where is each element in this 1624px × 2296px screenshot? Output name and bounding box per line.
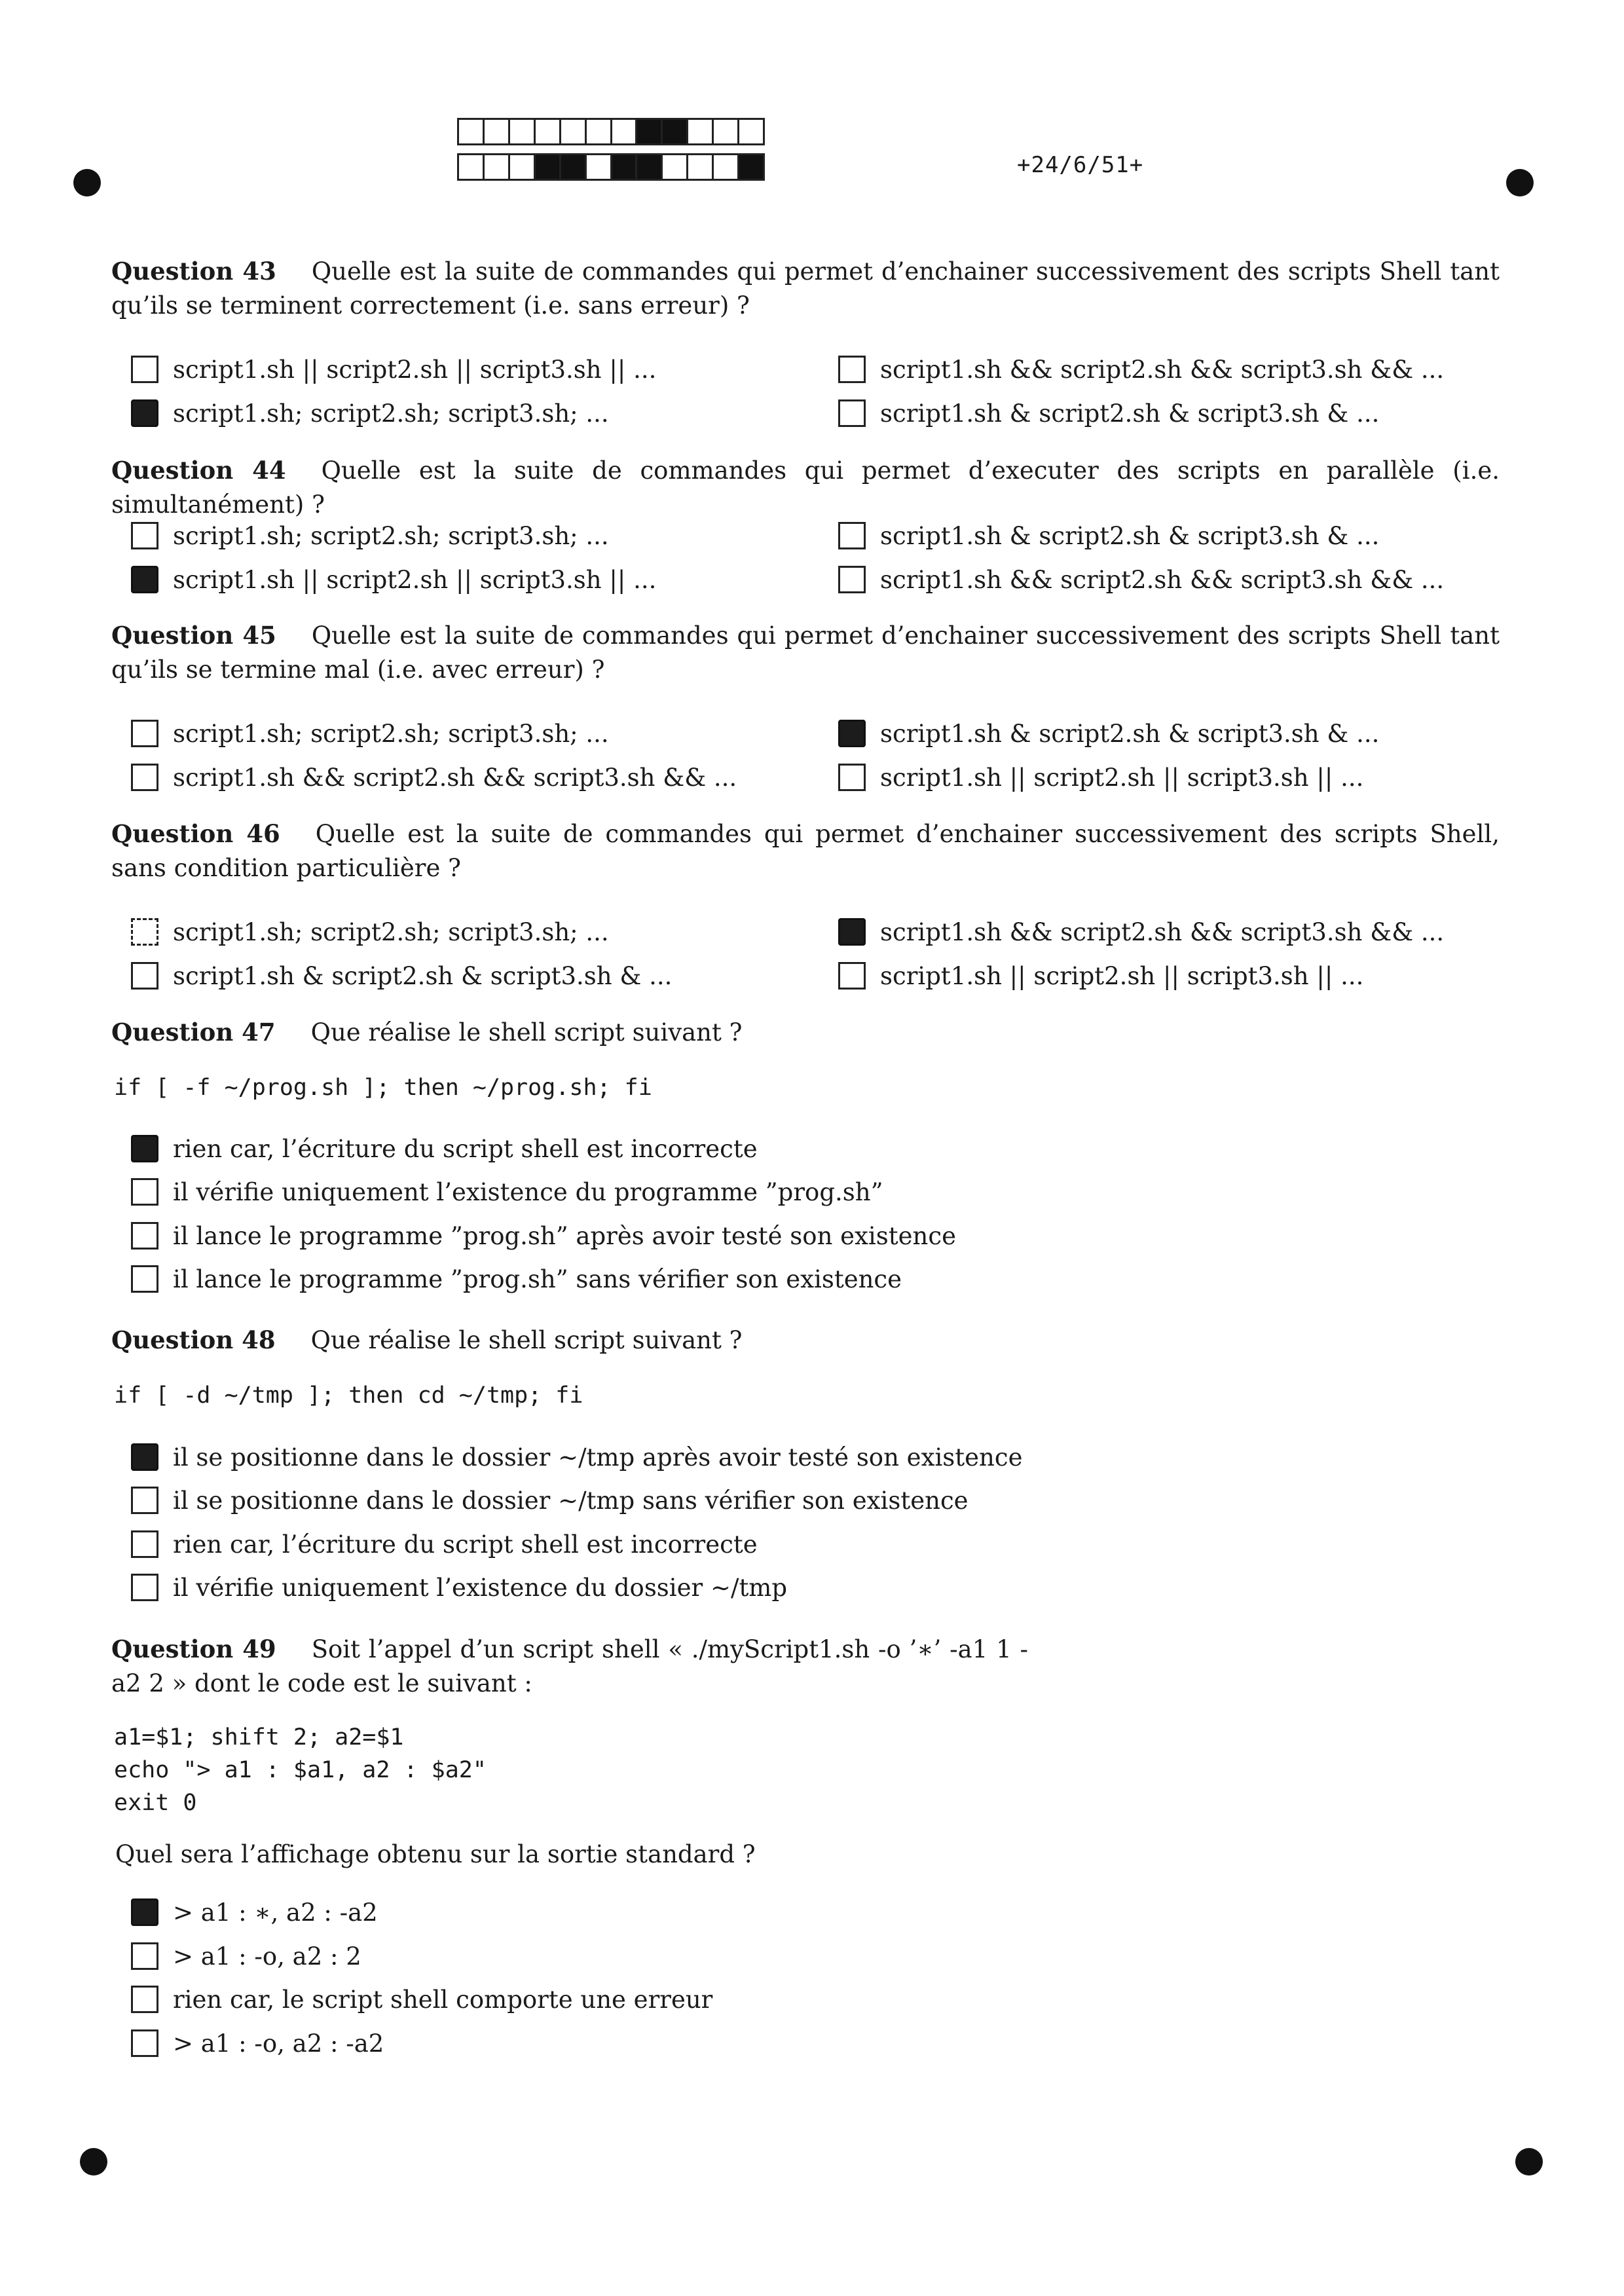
answer-label: script1.sh & script2.sh & script3.sh & ... [880, 521, 1380, 550]
checkbox-checked[interactable] [131, 566, 158, 593]
answer-option[interactable] [131, 2026, 384, 2061]
code-cell-empty [663, 155, 688, 179]
answer-option[interactable] [131, 1218, 956, 1253]
answer-option[interactable] [131, 1938, 361, 1974]
answer-label: il vérifie uniquement l’existence du programme ”prog.sh” [173, 1177, 883, 1206]
code-cell-empty [612, 120, 638, 143]
checkbox[interactable] [838, 356, 866, 383]
answer-option[interactable] [131, 562, 656, 597]
checkbox[interactable] [838, 522, 866, 549]
answer-label: rien car, l’écriture du script shell est incorrecte [173, 1530, 758, 1559]
answer-label: il vérifie uniquement l’existence du dossier ∼/tmp [173, 1573, 788, 1602]
checkbox[interactable] [131, 522, 158, 549]
answer-option[interactable] [131, 518, 609, 553]
code-cell-empty [714, 155, 739, 179]
code-cell-filled [663, 120, 688, 143]
code-snippet: if [ -f ~/prog.sh ]; then ~/prog.sh; fi [114, 1075, 652, 1101]
code-cell-empty [536, 120, 561, 143]
code-cell-empty [510, 120, 536, 143]
answer-option[interactable] [838, 518, 1379, 553]
answer-option[interactable] [131, 1483, 969, 1518]
code-cell-empty [688, 120, 714, 143]
question-text: Quelle est la suite de commandes qui permet d’enchainer successivement des scripts Shell, sans condition particulière ? [111, 820, 1500, 882]
checkbox[interactable] [131, 1530, 158, 1558]
page-code-strip [457, 118, 765, 183]
checkbox-checked[interactable] [131, 1135, 158, 1162]
code-snippet: if [ -d ~/tmp ]; then cd ~/tmp; fi [114, 1382, 583, 1409]
answer-option[interactable] [131, 958, 672, 993]
registration-mark-top-left [73, 169, 101, 196]
answer-option[interactable] [131, 1570, 787, 1605]
answer-label: > a1 : -o, a2 : 2 [173, 1942, 361, 1971]
answer-option[interactable] [838, 352, 1444, 387]
answer-option[interactable] [838, 396, 1379, 431]
answer-option[interactable] [131, 1261, 902, 1297]
code-cell-filled [561, 155, 587, 179]
question-text: Soit l’appel d’un script shell « ./myScript1.sh -o ’∗’ -a1 1 -a2 2 » dont le code est le suivant : [111, 1635, 1028, 1697]
answer-label: script1.sh && script2.sh && script3.sh && ... [880, 355, 1445, 384]
answer-label: script1.sh; script2.sh; script3.sh; ... [173, 521, 609, 550]
answer-option[interactable] [131, 396, 609, 431]
answer-label: script1.sh; script2.sh; script3.sh; ... [173, 719, 609, 748]
answer-label: il se positionne dans le dossier ∼/tmp après avoir testé son existence [173, 1443, 1023, 1472]
question-number: Question 48 [111, 1325, 276, 1354]
answer-label: script1.sh; script2.sh; script3.sh; ... [173, 399, 609, 428]
checkbox[interactable] [838, 962, 866, 990]
answer-label: > a1 : -o, a2 : -a2 [173, 2029, 384, 2058]
question-text: Que réalise le shell script suivant ? [310, 1018, 743, 1046]
checkbox[interactable] [131, 1265, 158, 1293]
answer-option[interactable] [131, 352, 656, 387]
checkbox[interactable] [838, 399, 866, 427]
answer-option[interactable] [131, 1982, 712, 2017]
registration-mark-bottom-right [1515, 2148, 1543, 2176]
checkbox-checked[interactable] [838, 720, 866, 747]
answer-option[interactable] [131, 716, 609, 751]
answer-option[interactable] [131, 1174, 883, 1210]
code-row-2 [457, 153, 765, 181]
answer-option[interactable] [838, 716, 1379, 751]
code-cell-empty [688, 155, 714, 179]
answer-label: script1.sh || script2.sh || script3.sh || ... [173, 565, 657, 594]
code-cell-empty [485, 155, 510, 179]
checkbox[interactable] [131, 918, 158, 946]
question-47 [111, 1015, 1500, 1050]
answer-label: script1.sh && script2.sh && script3.sh && ... [880, 565, 1445, 594]
answer-label: script1.sh || script2.sh || script3.sh || ... [880, 961, 1364, 990]
checkbox[interactable] [838, 764, 866, 791]
checkbox[interactable] [131, 1487, 158, 1514]
question-46 [111, 817, 1500, 885]
code-line-3: exit 0 [114, 1790, 197, 1816]
answer-option[interactable] [131, 1131, 758, 1166]
checkbox[interactable] [131, 962, 158, 990]
code-cell-empty [485, 120, 510, 143]
answer-option[interactable] [838, 760, 1363, 795]
question-number: Question 44 [111, 456, 286, 485]
answer-label: il lance le programme ”prog.sh” après avoir testé son existence [173, 1221, 956, 1250]
answer-label: il lance le programme ”prog.sh” sans vérifier son existence [173, 1265, 902, 1293]
code-cell-empty [459, 120, 485, 143]
code-cell-filled [739, 155, 763, 179]
answer-label: script1.sh & script2.sh & script3.sh & ... [880, 719, 1380, 748]
question-prompt: Quel sera l’affichage obtenu sur la sortie standard ? [115, 1840, 756, 1868]
question-text: Quelle est la suite de commandes qui permet d’enchainer successivement des scripts Shell tant qu’ils se termine mal (i.e. avec erreur) ? [111, 621, 1500, 684]
checkbox[interactable] [131, 720, 158, 747]
code-cell-empty [587, 155, 612, 179]
registration-mark-top-right [1506, 169, 1534, 196]
question-49 [111, 1632, 1028, 1701]
answer-option[interactable] [131, 1439, 1022, 1475]
code-cell-empty [459, 155, 485, 179]
answer-label: script1.sh; script2.sh; script3.sh; ... [173, 917, 609, 946]
code-cell-filled [637, 120, 663, 143]
code-cell-empty [739, 120, 763, 143]
answer-label: rien car, le script shell comporte une erreur [173, 1985, 713, 2014]
registration-mark-bottom-left [80, 2148, 107, 2176]
checkbox[interactable] [131, 2029, 158, 2057]
answer-label: script1.sh || script2.sh || script3.sh || ... [880, 763, 1364, 792]
question-44 [111, 453, 1500, 522]
answer-label: script1.sh || script2.sh || script3.sh || ... [173, 355, 657, 384]
checkbox-checked[interactable] [838, 918, 866, 946]
question-text: Que réalise le shell script suivant ? [310, 1326, 743, 1354]
code-cell-filled [637, 155, 663, 179]
checkbox[interactable] [131, 1178, 158, 1206]
page-id: +24/6/51+ [1017, 152, 1144, 178]
code-line-1: a1=$1; shift 2; a2=$1 [114, 1724, 404, 1750]
answer-option[interactable] [838, 958, 1363, 993]
answer-label: rien car, l’écriture du script shell est incorrecte [173, 1134, 758, 1163]
code-cell-empty [561, 120, 587, 143]
question-text: Quelle est la suite de commandes qui permet d’executer des scripts en parallèle (i.e. simultanément) ? [111, 456, 1500, 519]
question-48 [111, 1323, 1500, 1358]
code-line-2: echo "> a1 : $a1, a2 : $a2" [114, 1757, 487, 1783]
checkbox[interactable] [131, 356, 158, 383]
checkbox[interactable] [131, 1222, 158, 1250]
code-cell-empty [587, 120, 612, 143]
code-row-1 [457, 118, 765, 145]
checkbox[interactable] [131, 1942, 158, 1970]
answer-label: script1.sh & script2.sh & script3.sh & ... [173, 961, 673, 990]
question-45 [111, 618, 1500, 687]
question-number: Question 49 [111, 1635, 276, 1663]
code-cell-empty [510, 155, 536, 179]
checkbox[interactable] [131, 1986, 158, 2013]
question-text: Quelle est la suite de commandes qui permet d’enchainer successivement des scripts Shell tant qu’ils se terminent correctement (i.e. sans erreur) ? [111, 257, 1500, 320]
answer-option[interactable] [838, 914, 1444, 950]
question-number: Question 45 [111, 621, 276, 650]
answer-label: il se positionne dans le dossier ∼/tmp sans vérifier son existence [173, 1486, 969, 1515]
answer-option[interactable] [131, 1895, 378, 1930]
answer-option[interactable] [131, 914, 609, 950]
answer-label: script1.sh && script2.sh && script3.sh && ... [173, 763, 737, 792]
answer-option[interactable] [838, 562, 1444, 597]
question-number: Question 46 [111, 819, 280, 848]
checkbox-checked[interactable] [131, 1898, 158, 1926]
checkbox[interactable] [131, 1574, 158, 1601]
code-cell-filled [536, 155, 561, 179]
answer-option[interactable] [131, 760, 737, 795]
answer-label: > a1 : ∗, a2 : -a2 [173, 1898, 378, 1927]
answer-label: script1.sh & script2.sh & script3.sh & ... [880, 399, 1380, 428]
checkbox-checked[interactable] [131, 399, 158, 427]
code-cell-filled [612, 155, 638, 179]
checkbox[interactable] [131, 764, 158, 791]
question-number: Question 47 [111, 1018, 276, 1046]
answer-label: script1.sh && script2.sh && script3.sh && ... [880, 917, 1445, 946]
question-43 [111, 254, 1500, 323]
checkbox[interactable] [838, 566, 866, 593]
code-cell-empty [714, 120, 739, 143]
answer-option[interactable] [131, 1527, 758, 1562]
question-number: Question 43 [111, 257, 276, 286]
checkbox-checked[interactable] [131, 1443, 158, 1471]
